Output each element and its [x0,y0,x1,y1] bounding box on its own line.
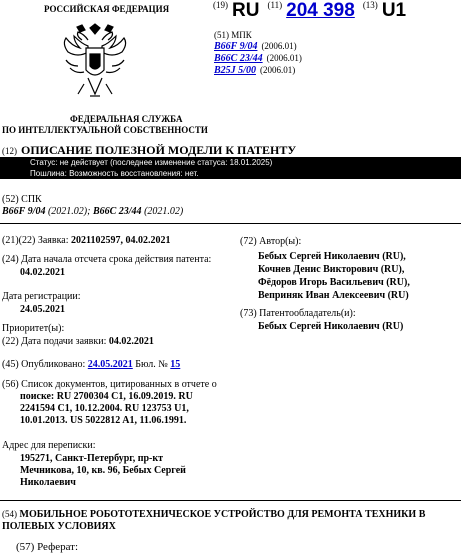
owner-label: (73) Патентообладатель(и): [240,308,356,319]
registration-value: 24.05.2021 [20,304,65,315]
code-11: (11) [267,0,283,10]
address-value: 195271, Санкт-Петербург, пр-кт Мечникова, 10, кв. 96, Бебых Сергей Николаевич [20,453,186,488]
fee-text: Пошлина: Возможность восстановления: нет. [30,169,199,178]
mpk-class-link[interactable]: B25J 5/00 [214,65,256,76]
citations-list: поиске: RU 2700304 C1, 16.09.2019. RU 2241594 C1, 10.12.2004. RU 123753 U1, 10.01.2013. US 5022812 A1, 11.06.1991. [20,391,193,426]
owner-value: Бебых Сергей Николаевич (RU) [258,321,404,332]
kind-code: U1 [381,0,407,21]
country-name: РОССИЙСКАЯ ФЕДЕРАЦИЯ [44,4,170,14]
authors-list: Бебых Сергей Николаевич (RU), Кочнев Денис Викторович (RU), Фёдоров Игорь Васильевич (RU), Веприняк Иван Алексеевич (RU) [258,251,410,301]
bulletin-link[interactable]: 15 [170,359,181,370]
published-date-link[interactable]: 24.05.2021 [87,359,133,370]
abstract-label: (57) Реферат: [16,541,79,553]
filing-row: (22) Дата подачи заявки: 04.02.2021 [2,336,154,347]
address-label: Адрес для переписки: [2,440,96,451]
code-12: (12) [2,146,17,156]
country-code: RU [232,0,260,21]
mpk-item: B66F 9/04 (2006.01) [214,41,297,52]
patent-number-line [213,0,406,22]
divider [0,223,461,224]
doc-title: ОПИСАНИЕ ПОЛЕЗНОЙ МОДЕЛИ К ПАТЕНТУ [21,143,297,157]
utility-model-title: (54) МОБИЛЬНОЕ РОБОТОТЕХНИЧЕСКОЕ УСТРОЙСТВО ДЛЯ РЕМОНТА ТЕХНИКИ В ПОЛЕВЫХ УСЛОВИЯХ [2,509,426,532]
priority-label: Приоритет(ы): [2,323,65,334]
coat-of-arms-icon [60,22,130,102]
validity-label: (24) Дата начала отсчета срока действия патента: [2,254,212,265]
mpk-label: (51) МПК [214,30,252,40]
status-text: Статус: не действует (последнее изменение статуса: 18.01.2025) [30,158,273,167]
divider [0,500,461,501]
mpk-class-link[interactable]: B66F 9/04 [214,41,258,52]
published-row: (45) Опубликовано: 24.05.2021 Бюл. № 15 [2,359,181,370]
spk-values: B66F 9/04 (2021.02); B66C 23/44 (2021.02) [2,206,184,217]
code-19: (19) [213,0,228,10]
citations-label: (56) Список документов, цитированных в отчете о [2,379,217,390]
application-row: (21)(22) Заявка: 2021102597, 04.02.2021 [2,235,171,246]
validity-value: 04.02.2021 [20,267,65,278]
mpk-class-link[interactable]: B66C 23/44 [214,53,263,64]
status-bar [0,157,461,179]
mpk-item: B25J 5/00 (2006.01) [214,65,296,76]
code-13: (13) [362,0,378,10]
registration-label: Дата регистрации: [2,291,81,302]
mpk-block [214,30,302,76]
agency-line-1: ФЕДЕРАЛЬНАЯ СЛУЖБА [70,114,183,124]
mpk-item: B66C 23/44 (2006.01) [214,53,302,64]
spk-label: (52) СПК [2,194,42,205]
authors-label: (72) Автор(ы): [240,236,302,247]
agency-line-2: ПО ИНТЕЛЛЕКТУАЛЬНОЙ СОБСТВЕННОСТИ [2,125,208,135]
patent-number-link[interactable]: 204 398 [286,0,355,21]
